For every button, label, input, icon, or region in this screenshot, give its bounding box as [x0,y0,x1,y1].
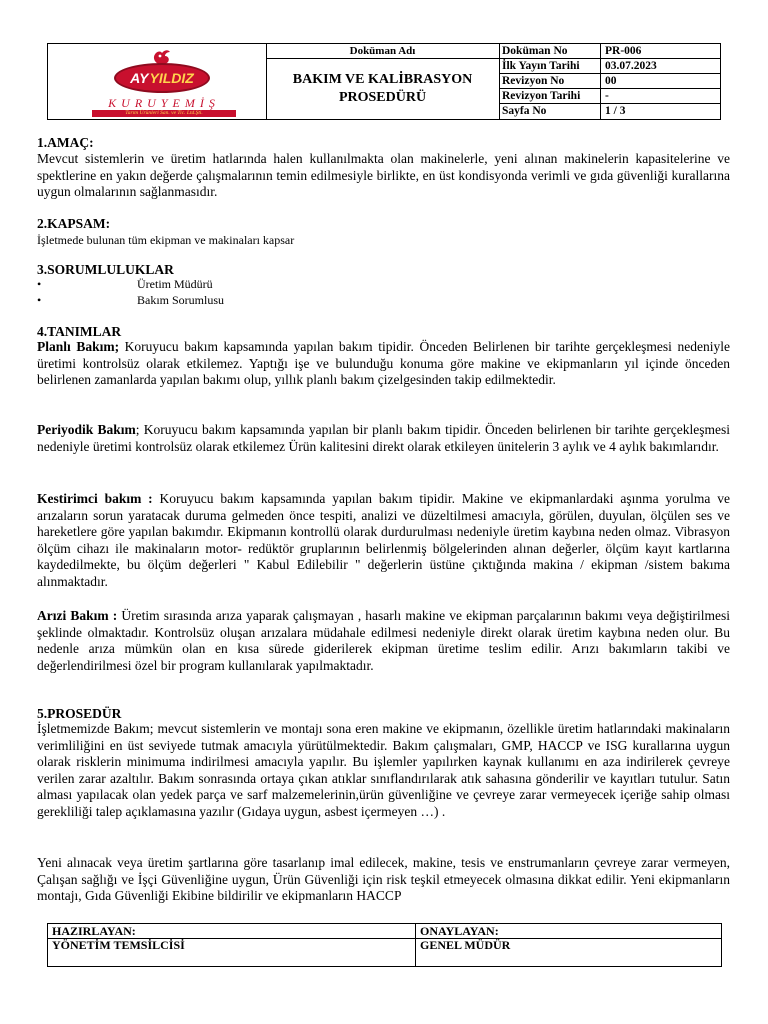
approved-cell [416,924,721,966]
meta-row: İlk Yayın Tarihi 03.07.2023 [499,59,720,74]
prepared-cell [48,924,416,966]
section-text-prosedur-2: Yeni alınacak veya üretim şartlarına göre tasarlanıp imal edilecek, makine, tesis ve enstrumanların çevreye zarar vermeyen, Çalışan sağlığı ve İşçi Güvenliğine uygun, Ürün Güvenliği için risk teşkil etmeyecek olmasına dikkat edilir. Yeni ekipmanların montajı, Gıda Güvenliği Ekibine bildirilir ve ekipmanların HACCP [37,855,730,903]
definition-planli: Planlı Bakım; Koruyucu bakım kapsamında yapılan bakım tipidir. Önceden Belirlenen bir tarihte gerçekleşmesi nedeniyle üretimi kontrolsüz olarak etkilemez. Yaptığı işe ve bulunduğu konuma göre makine ve ekipmanların yıl içinde önceden belirlenen zamanlarda yapılan bakımı olup, yıllık planlı bakım çizelgesinden takip edilmektedir. [37,339,730,387]
meta-row: Revizyon No 00 [499,74,720,89]
section-title-kapsam: 2.KAPSAM: [37,216,111,231]
section-text-amac: Mevcut sistemlerin ve üretim hatlarında halen kullanılmakta olan makinelerle, yeni alınan makinelerin kapasitelerine ve spektlerine en yakın değerde çalışmalarının temin edilmesiyle birlikte, en üst kondisyonda verimli ve gıda güvenliği kurallarına uygun olmalarının sağlanmasıdır. [37,151,730,199]
section-title-tanimlar: 4.TANIMLAR [37,324,122,339]
approved-label: ONAYLAYAN: [420,924,499,938]
meta-row: Doküman No PR-006 [499,44,720,59]
definition-periyodik: Periyodik Bakım; Koruyucu bakım kapsamında yapılan bir planlı bakım tipidir. Önceden belirlenen bir tarihte gerçekleşmesi nedeniyle üretimi kontrolsüz olarak etkilemez Ürün kalitesini direkt olarak etkileyen ünitelerin 3 aylık ve 4 aylık bakımlarıdır. [37,422,730,454]
doc-meta-table [499,44,720,119]
doc-name-label: Doküman Adı [266,44,499,59]
section-title-prosedur: 5.PROSEDÜR [37,706,122,721]
prepared-label: HAZIRLAYAN: [52,924,136,938]
section-title-sorumluluklar: 3.SORUMLULUKLAR [37,262,174,277]
document-header [47,43,721,120]
logo-sub-text: Tarım Ürünleri San. ve Tic. Ltd.Şti. [92,110,236,117]
section-text-prosedur-1: İşletmemizde Bakım; mevcut sistemlerin ve montajı sona eren makine ve ekipmanın, özellikle üretim hatlarındaki makinaların verimliliğini en üst seviyede tutmak amacıyla yürütülmektedir. Bakım çalışmaları, GMP, HACCP ve ISG kurallarına uygun olarak risklerin minimuma indirilmesi amacıyla yapılır. Bu işlemler yapılırken kaynak kullanımı en aza indirilerek çevreye verilen zarar azaltılır. Bakım sonrasında ortaya çıkan atıklar sınıflandırılarak atık sahasına gönderilir ve kayıtları tutulur. Satın alması yapılacak olan yedek parça ve sarf malzemelerinin,ürün güvenliğine ve çevreye zarar vermeyecek içeriğe sahip olması gerekliliği talep açıklamasına yazılır (Gıdaya uygun, asbest içermeyen …) . [37,721,730,819]
section-text-kapsam: İşletmede bulunan tüm ekipman ve makinaları kapsar [37,233,295,247]
company-logo [86,47,236,117]
definition-kestirimci: Kestirimci bakım : Koruyucu bakım kapsamında yapılan bakım tipidir. Makine ve ekipmanlardaki aşınma yorulma ve arızaların sorun yaratacak duruma gelmeden önce tespiti, analizi ve düzeltilmesi amacıyla, görülen, duyulan, ölçülen ses ve hareketlere göre yapılan bakımdır. Ekipmanın kontrollü olarak durdurulması nedeniyle üretim kaybına neden olmaz. Vibrasyon ölçüm cihazı ile makinaların motor- redüktör gruplarının belirlenmiş bölgelerinden alınan değerler, ölçüm kayıt kartlarına kaydedilmekte, bu ölçüm değerleri " Kabul Edilebilir " değerlerin üstüne çıktığında makina / ekipman /sistem bakıma alınmaktadır. [37,491,730,589]
document-page: AYYILDIZ KURUYEMİŞ Tarım Ürünleri San. ve Tic. Ltd.Şti. Doküman Adı BAKIM VE KALİBRASYON PROSEDÜRÜ Doküman No PR-006 İlk Yayın Tarihi 03.07.2023 Revizyon No 00 Revizyon Tarihi - Sayfa No 1 / 3 1.AMAÇ: Mevcut sistemlerin ve üretim hatlarında halen kullanılmakta olan makinelerle, yeni alınan makinelerin kapasitelerine ve spektlerine en yakın değerde çalışmalarının temin edilmesiyle birlikte, en üst kondisyonda verimli ve gıda güvenliği kurallarına uygun olmalarının sağlanmasıdır. 2.KAPSAM: İşletmede bulunan tüm ekipman ve makinaları kapsar 3.SORUMLULUKLAR • Üretim Müdürü • Bakım Sorumlusu 4.TANIMLAR Planlı Bakım; Koruyucu bakım kapsamında yapılan bakım tipidir. Önceden Belirlenen bir tarihte gerçekleşmesi nedeniyle üretimi kontrolsüz olarak etkilemez. Yaptığı işe ve bulunduğu konuma göre makine ve ekipmanların yıl içinde önceden belirlenen zamanlarda yapılan bakımı olup, yıllık planlı bakım çizelgesinden takip edilmektedir. Periyodik Bakım; Koruyucu bakım kapsamında yapılan bir planlı bakım tipidir. Önceden belirlenen bir tarihte gerçekleşmesi nedeniyle üretimi kontrolsüz olarak etkilemez Ürün kalitesini direkt olarak etkileyen ünitelerin 3 aylık ve 4 aylık bakımlarıdır. Kestirimci bakım : Koruyucu bakım kapsamında yapılan bakım tipidir. Makine ve ekipmanlardaki aşınma yorulma ve arızaların sorun yaratacak duruma gelmeden önce tespiti, analizi ve düzeltilmesi amacıyla, görülen, duyulan, ölçülen ses ve hareketlere göre yapılan bakımdır. Ekipmanın kontrollü olarak durdurulması nedeniyle üretim kaybına neden olmaz. Vibrasyon ölçüm cihazı ile makinaların motor- redüktör gruplarının belirlenmiş bölgelerinden alınan değerler, ölçüm kayıt kartlarına kaydedilmekte, bu ölçüm değerleri " Kabul Edilebilir " değerlerin üstüne çıktığında makina / ekipman /sistem bakıma alınmaktadır. Arızi Bakım : Üretim sırasında arıza yaparak çalışmayan , hasarlı makine ve ekipman parçalarının bakımı veya değiştirilmesi şeklinde olmaktadır. Kontrolsüz oluşan arızalara müdahale edilmesi nedeniyle direkt olarak üretim kaybına neden olur. Bu nedenle arıza mümkün olan en kısa sürede giderilerek ekipman üretime teslim edilir. Arızı bakımların takibi ve değerlendirilmesi özel bir program kullanılarak yapılmaktadır. 5.PROSEDÜR İşletmemizde Bakım; mevcut sistemlerin ve montajı sona eren makine ve ekipmanın, özellikle üretim hatlarındaki makinaların verimliliğini en üst seviyede tutmak amacıyla yürütülmektedir. Bakım çalışmaları, GMP, HACCP ve ISG kurallarına uygun olarak risklerin minimuma indirilmesi amacıyla yapılır. Bu işlemler yapılırken kaynak kullanımı en aza indirilerek çevreye verilen zarar azaltılır. Bakım sonrasında ortaya çıkan atıklar sınıflandırılarak atık sahasına gönderilir ve kayıtları tutulur. Satın alması yapılacak olan yedek parça ve sarf malzemelerinin,ürün güvenliğine ve çevreye zarar vermeyecek içeriğe sahip olması gerekliliği talep açıklamasına yazılır (Gıdaya uygun, asbest içermeyen …) . Yeni alınacak veya üretim şartlarına göre tasarlanıp imal edilecek, makine, tesis ve enstrumanların çevreye zarar vermeyen, Çalışan sağlığı ve İşçi Güvenliğine uygun, Ürün Güvenliği için risk teşkil etmeyecek olmasına dikkat edilir. Yeni ekipmanların montajı, Gıda Güvenliği Ekibine bildirilir ve ekipmanların HACCP HAZIRLAYAN: YÖNETİM TEMSİLCİSİ ONAYLAYAN: GENEL MÜDÜR [0,0,768,1024]
title-cell [266,44,500,119]
definition-arizi: Arızi Bakım : Üretim sırasında arıza yaparak çalışmayan , hasarlı makine ve ekipman parçalarının bakımı veya değiştirilmesi şeklinde olmaktadır. Kontrolsüz oluşan arızalara müdahale edilmesi nedeniyle direkt olarak üretim kaybına neden olur. Bu nedenle arıza mümkün olan en kısa sürede giderilerek ekipman üretime teslim edilir. Arızı bakımların takibi ve değerlendirilmesi özel bir program kullanılarak yapılmaktadır. [37,608,730,673]
logo-cell [48,44,267,119]
document-footer [47,923,722,967]
approved-by: GENEL MÜDÜR [420,938,511,952]
logo-oval [114,63,210,93]
meta-row: Sayfa No 1 / 3 [499,104,720,119]
logo-band-text: KURUYEMİŞ [108,96,220,110]
logo-brand: AYYILDIZ [130,70,194,86]
prepared-by: YÖNETİM TEMSİLCİSİ [52,938,185,952]
doc-title: BAKIM VE KALİBRASYON PROSEDÜRÜ [292,72,473,105]
section-title-amac: 1.AMAÇ: [37,135,94,150]
meta-row: Revizyon Tarihi - [499,89,720,104]
